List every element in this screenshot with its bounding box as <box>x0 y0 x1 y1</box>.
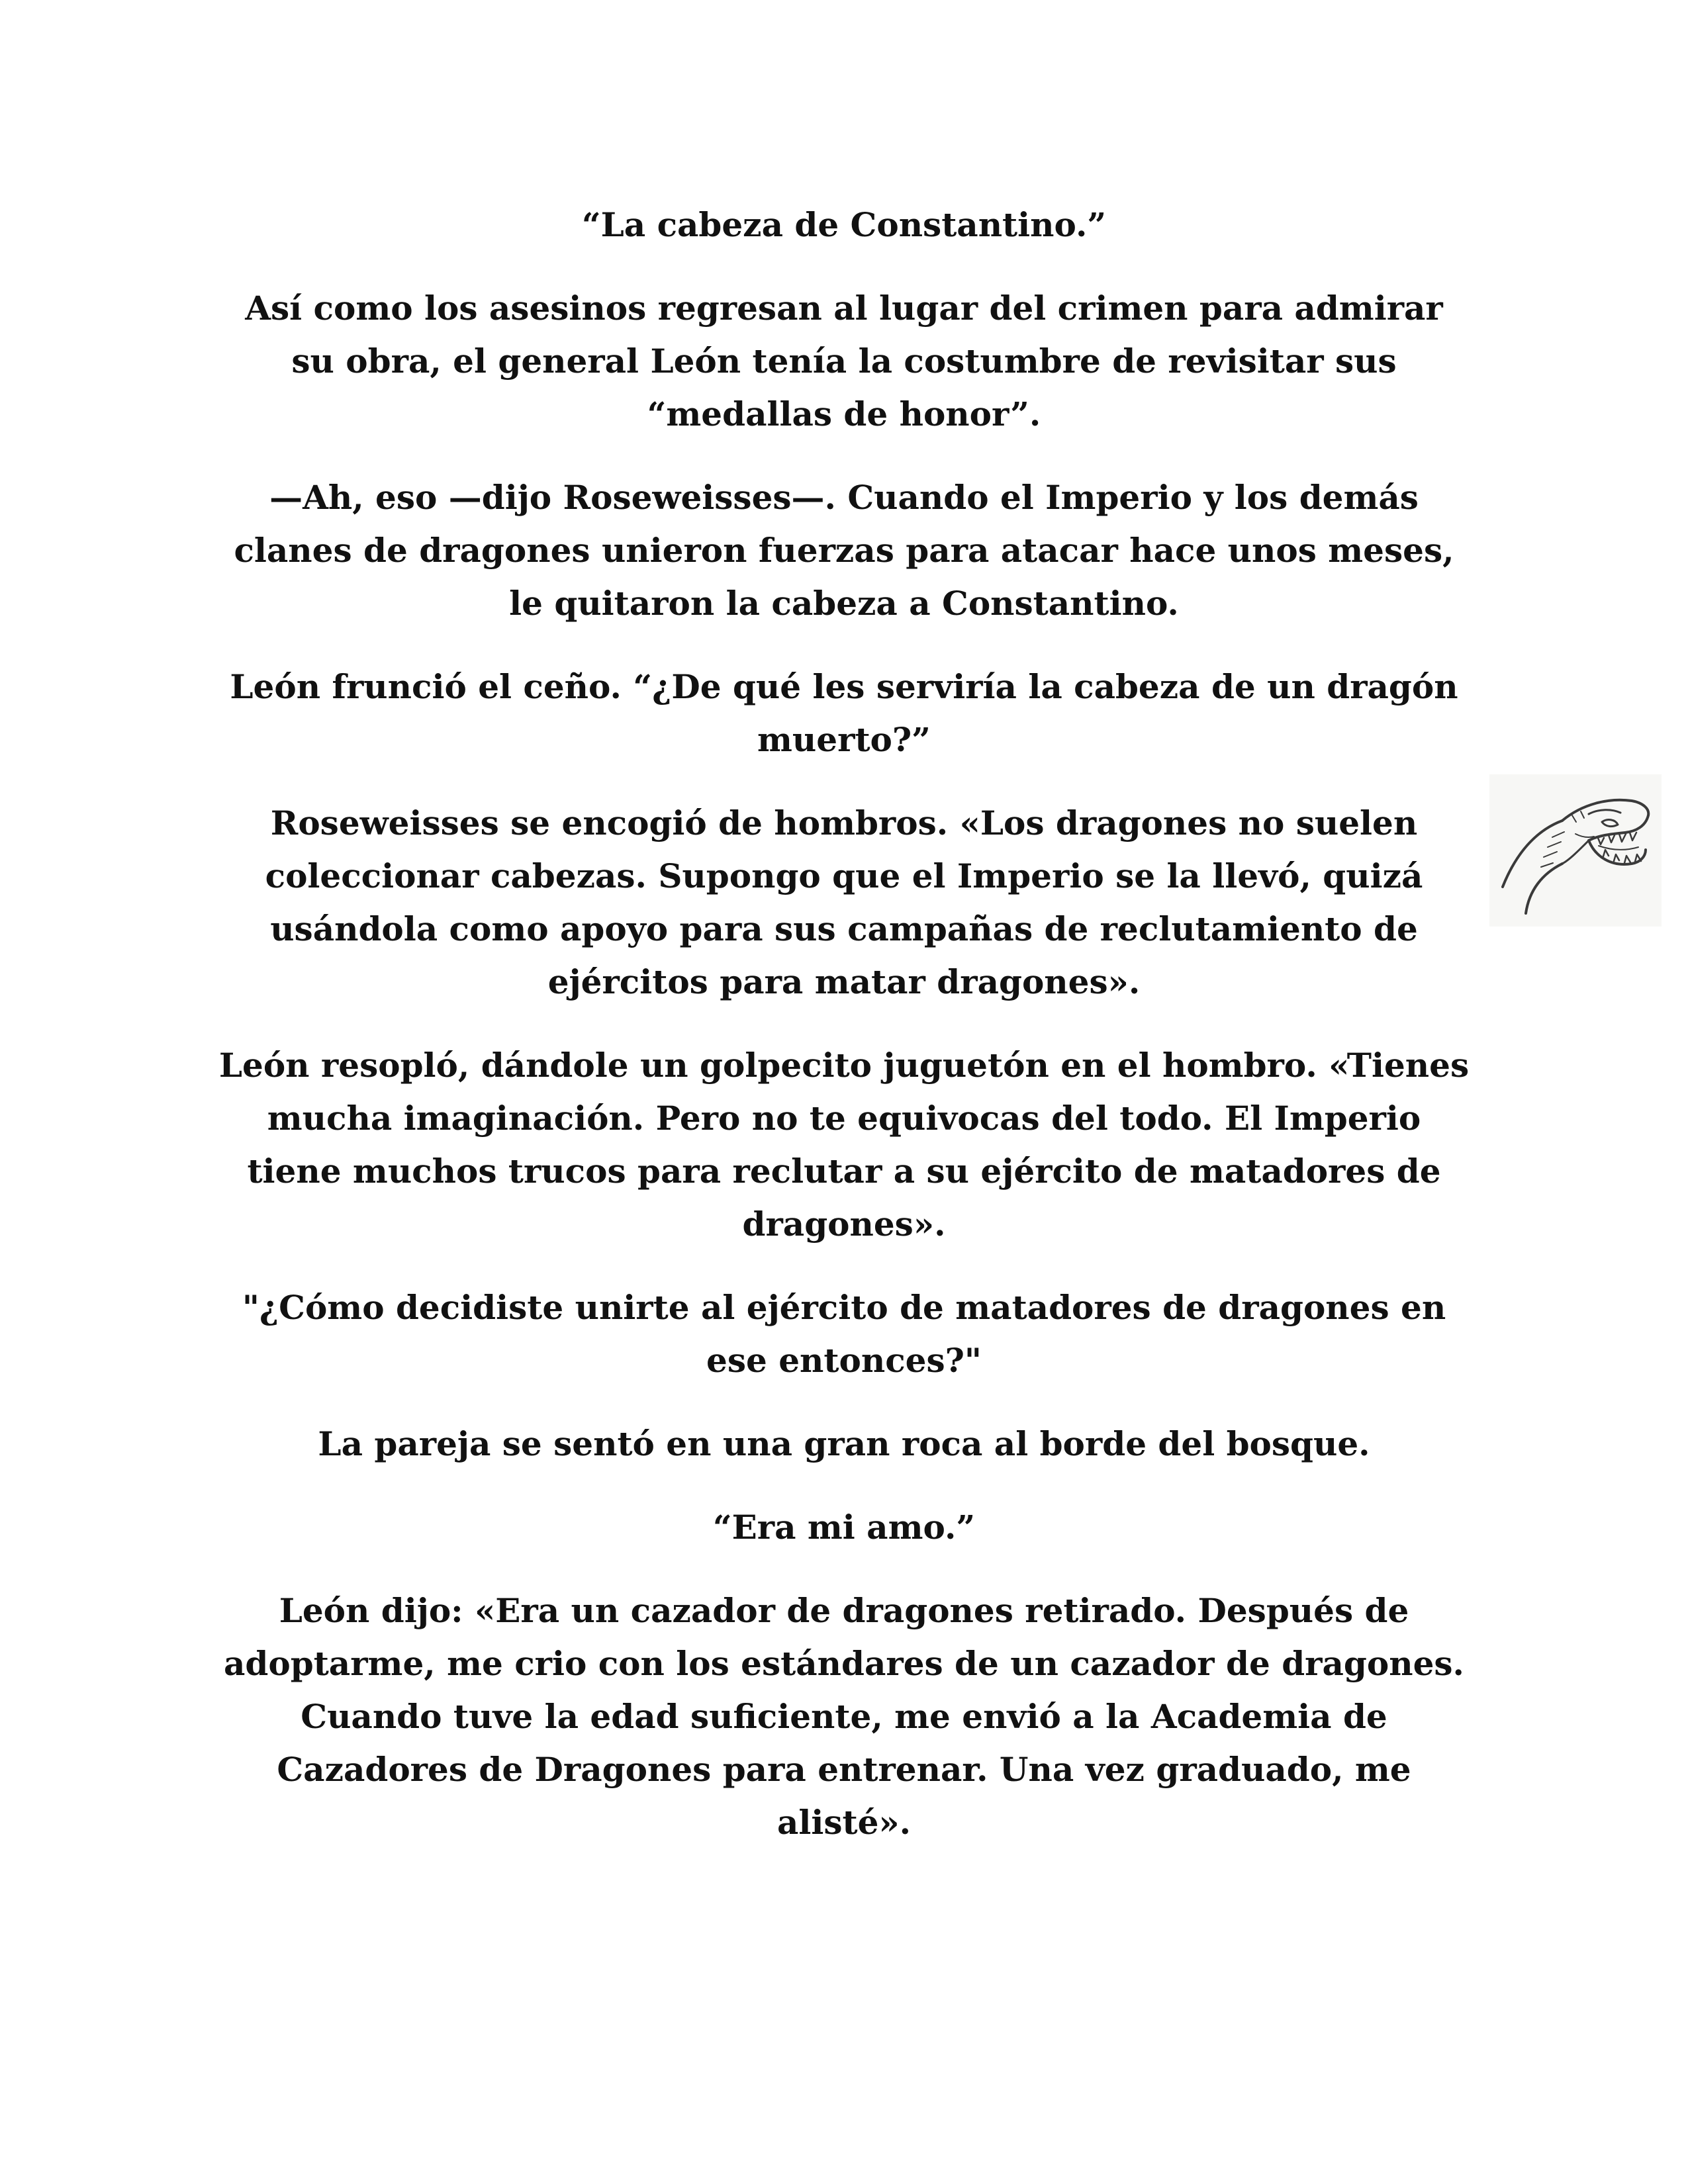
paragraph-9: “Era mi amo.” <box>712 1508 976 1547</box>
paragraph-8: La pareja se sentó en una gran roca al borde del bosque. <box>318 1424 1370 1463</box>
paragraph-6: León resopló, dándole un golpecito juguetón en el hombro. «Tienes mucha imaginación. Pero no te equivocas del todo. El Imperio tiene muchos trucos para reclutar a su ejército de matadores de dragones». <box>218 1046 1470 1244</box>
paragraph-1: “La cabeza de Constantino.” <box>581 205 1107 244</box>
paragraph-7: "¿Cómo decidiste unirte al ejército de matadores de dragones en ese entonces?" <box>242 1288 1446 1380</box>
paragraph-3: —Ah, eso —dijo Roseweisses—. Cuando el Imperio y los demás clanes de dragones unieron fuerzas para atacar hace unos meses, le quitaron la cabeza a Constantino. <box>234 478 1454 623</box>
paragraph-10: León dijo: «Era un cazador de dragones retirado. Después de adoptarme, me crio con los estándares de un cazador de dragones. Cuando tuve la edad suficiente, me envió a la Academia de Cazadores de Dragones para entrenar. Una vez graduado, me alisté». <box>224 1591 1464 1842</box>
story-text <box>218 199 1470 1880</box>
dragon-head-sketch-icon <box>1489 774 1662 927</box>
paragraph-4: León frunció el ceño. “¿De qué les serviría la cabeza de un dragón muerto?” <box>230 667 1458 759</box>
paragraph-5: Roseweisses se encogió de hombros. «Los dragones no suelen coleccionar cabezas. Supongo que el Imperio se la llevó, quizá usándola como apoyo para sus campañas de reclutamiento de ejércitos para matar dragones». <box>265 803 1423 1001</box>
paragraph-2: Así como los asesinos regresan al lugar del crimen para admirar su obra, el general León tenía la costumbre de revisitar sus “medallas de honor”. <box>245 289 1443 433</box>
